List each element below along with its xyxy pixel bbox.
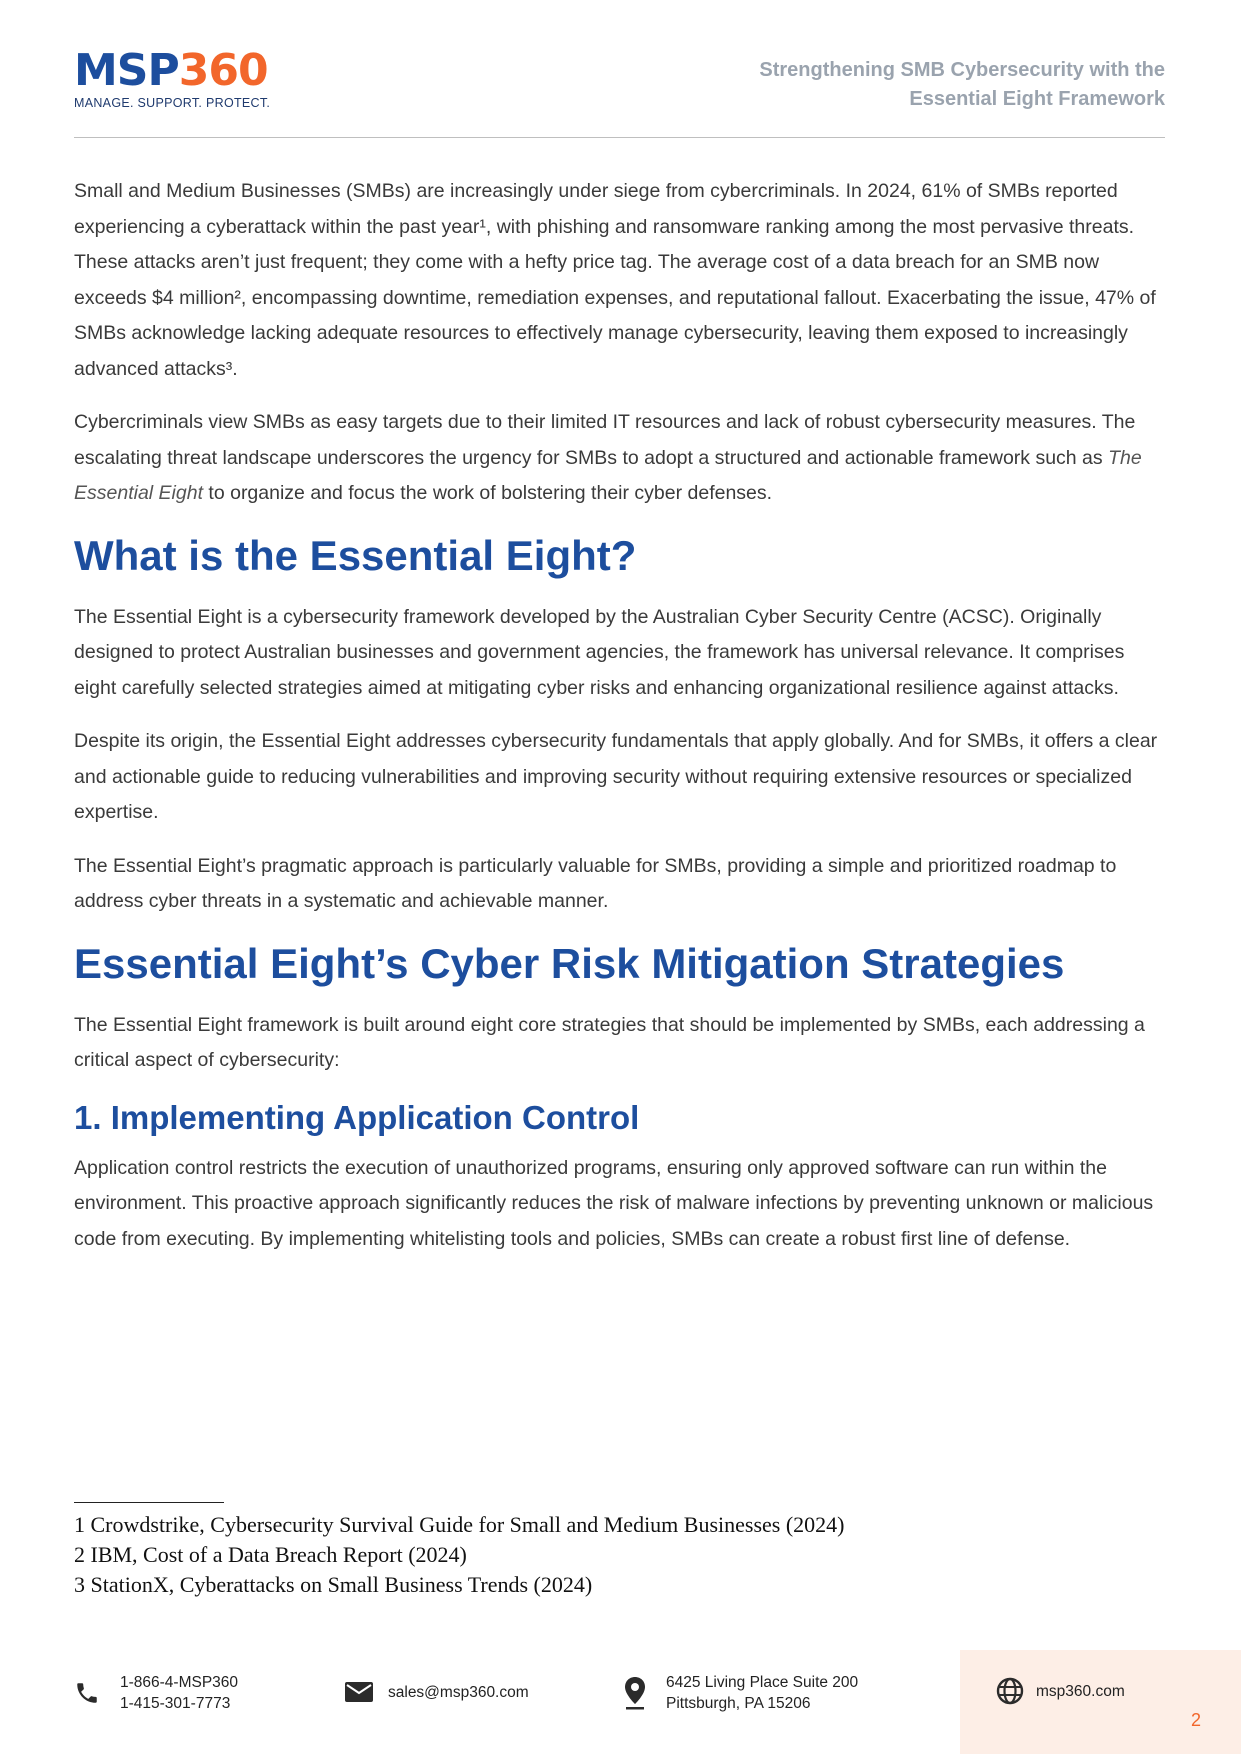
section1-paragraph-3: The Essential Eight’s pragmatic approach is particularly valuable for SMBs, providing a simple and prioritized roadmap to address cyber threats in a systematic and achievable manner. <box>74 854 1117 912</box>
msp360-logo <box>74 45 271 110</box>
website-link: msp360.com <box>1036 1682 1125 1700</box>
essential-eight-emphasis: The Essential Eight <box>74 446 1142 504</box>
document-title <box>645 56 1165 114</box>
phone-icon <box>74 1680 100 1706</box>
intro-paragraph-2 <box>74 405 1164 512</box>
application-control-paragraph: Application control restricts the execution of unauthorized programs, ensuring only approved software can run within the environment. This proactive approach significantly reduces the risk of malware infections by preventing unknown or malicious code from executing. By implementing whitelisting tools and policies, SMBs can create a robust first line of defense. <box>74 1156 1154 1250</box>
page-footer <box>0 1650 1241 1754</box>
section2-paragraph-1: The Essential Eight framework is built around eight core strategies that should be implemented by SMBs, each addressing a critical aspect of cybersecurity: <box>74 1013 1145 1071</box>
phone-number-2: 1-415-301-7773 <box>120 1695 231 1712</box>
phone-number-1: 1-866-4-MSP360 <box>120 1674 239 1691</box>
address-line-1: 6425 Living Place Suite 200 <box>666 1674 859 1691</box>
email-address: sales@msp360.com <box>388 1683 529 1701</box>
footnote-3: 3 StationX, Cyberattacks on Small Business Trends (2024) <box>74 1572 593 1597</box>
document-title-line2: Essential Eight Framework <box>909 88 1165 110</box>
logo-tagline: MANAGE. SUPPORT. PROTECT. <box>74 96 271 110</box>
intro-paragraph-1: Small and Medium Businesses (SMBs) are increasingly under siege from cybercriminals. In 2024, 61% of SMBs reported experiencing a cyberattack within the past year¹, with phishing and ransomware ranking among the most pervasive threats. These attacks aren’t just frequent; they come with a hefty price tag. The average cost of a data breach for an SMB now exceeds $4 million², encompassing downtime, remediation expenses, and reputational fallout. Exacerbating the issue, 47% of SMBs acknowledge lacking adequate resources to effectively manage cybersecurity, leaving them exposed to increasingly advanced attacks³. <box>74 180 1156 380</box>
page-number: 2 <box>1190 1710 1201 1730</box>
footnote-divider <box>74 1502 224 1503</box>
footer-address <box>622 1672 858 1714</box>
section1-paragraph-2: Despite its origin, the Essential Eight addresses cybersecurity fundamentals that apply globally. And for SMBs, it offers a clear and actionable guide to reducing vulnerabilities and improving security without requiring extensive resources or specialized expertise. <box>74 730 1158 823</box>
section-heading-what-is: What is the Essential Eight? <box>74 531 637 579</box>
logo-msp-text: MSP <box>74 45 179 96</box>
footer-phone[interactable] <box>74 1672 238 1714</box>
subheading-application-control: 1. Implementing Application Control <box>74 1098 640 1136</box>
section-heading-strategies: Essential Eight’s Cyber Risk Mitigation Strategies <box>74 939 1065 987</box>
footnote-2: 2 IBM, Cost of a Data Breach Report (2024) <box>74 1542 467 1567</box>
document-title-line1: Strengthening SMB Cybersecurity with the <box>759 59 1165 81</box>
address-line-2: Pittsburgh, PA 15206 <box>666 1695 811 1712</box>
footer-email[interactable] <box>344 1680 529 1704</box>
intro-p2-text-a: Cybercriminals view SMBs as easy targets due to their limited IT resources and lack of robust cybersecurity measures. The escalating threat landscape underscores the urgency for SMBs to adopt a structured and actionable framework such as <box>74 411 1136 469</box>
location-pin-icon <box>622 1676 648 1710</box>
section1-paragraph-1: The Essential Eight is a cybersecurity framework developed by the Australian Cyber Security Centre (ACSC). Originally designed to protect Australian businesses and government agencies, the framework has universal relevance. It comprises eight carefully selected strategies aimed at mitigating cyber risks and enhancing organizational resilience against attacks. <box>74 605 1125 699</box>
footer-website[interactable] <box>996 1677 1125 1705</box>
footnotes <box>74 1510 845 1600</box>
header-divider <box>74 137 1165 138</box>
mail-icon <box>344 1680 374 1704</box>
intro-p2-text-b: to organize and focus the work of bolstering their cyber defenses. <box>203 482 773 504</box>
logo-360-text: 360 <box>178 45 268 96</box>
globe-icon <box>996 1677 1024 1705</box>
main-content <box>74 174 1164 1275</box>
footnote-1: 1 Crowdstrike, Cybersecurity Survival Guide for Small and Medium Businesses (2024) <box>74 1512 845 1537</box>
